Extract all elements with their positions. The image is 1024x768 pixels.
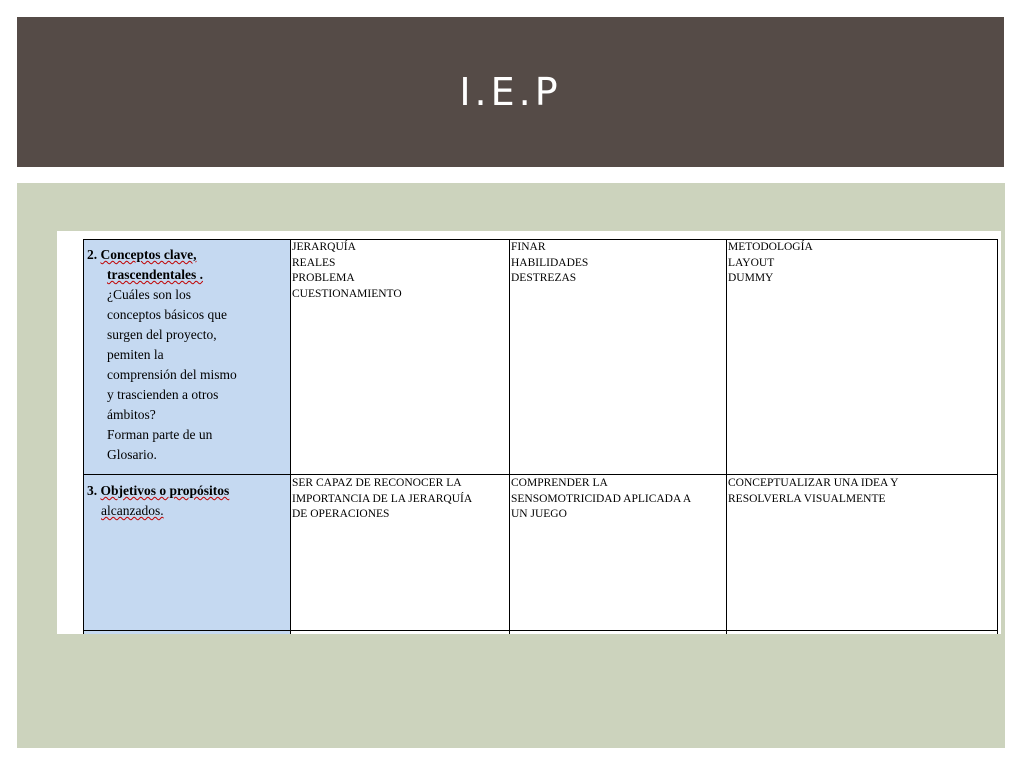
content-area — [17, 183, 1005, 748]
cell-line: METODOLOGÍA — [728, 241, 813, 253]
row3-col3-cell — [728, 476, 898, 507]
cell-line: LAYOUT — [728, 256, 775, 269]
cell-line: CUESTIONAMIENTO — [292, 287, 402, 300]
cell-line: SENSOMOTRICIDAD APLICADA A — [511, 492, 692, 505]
grid-line-middle — [83, 474, 997, 475]
cell-line: JERARQUÍA — [292, 241, 356, 253]
cell-line: UN JUEGO — [511, 508, 567, 520]
cell-line: DE OPERACIONES — [292, 508, 390, 520]
row2-col2-cell — [511, 240, 588, 287]
cell-line: RESOLVERLA VISUALMENTE — [728, 492, 886, 505]
cell-line: CONCEPTUALIZAR UNA IDEA Y — [728, 477, 899, 489]
cell-line: IMPORTANCIA DE LA JERARQUÍA — [292, 492, 473, 505]
grid-line-col3 — [726, 239, 727, 634]
cell-line: HABILIDADES — [511, 256, 589, 269]
cell-line: PROBLEMA — [292, 272, 355, 284]
row2-heading: Conceptos clave, — [100, 247, 197, 262]
slide-title: I.E.P — [459, 70, 562, 114]
title-bar — [17, 17, 1004, 167]
row2-number: 2. — [87, 247, 98, 262]
row2-question — [87, 245, 287, 465]
row2-col1-cell — [292, 240, 402, 302]
grid-line-col1 — [290, 239, 291, 634]
grid-line-col2 — [509, 239, 510, 634]
row3-question — [87, 481, 287, 521]
row2-q-line: Glosario. — [107, 447, 157, 462]
row3-heading: Objetivos o propósitos — [100, 483, 230, 498]
row2-q-line: y trascienden a otros — [107, 387, 219, 402]
grid-line-bottom — [83, 630, 997, 631]
cell-line: DESTREZAS — [511, 272, 577, 284]
row2-q-line: comprensión del mismo — [107, 367, 237, 382]
row2-q-line: Forman parte de un — [107, 427, 213, 442]
row2-col3-cell — [728, 240, 813, 287]
table-image — [57, 231, 1001, 634]
cell-line: DUMMY — [728, 272, 774, 284]
cell-line: SER CAPAZ DE RECONOCER LA — [292, 477, 462, 489]
row2-q-line: ¿Cuáles son los — [107, 287, 191, 302]
row3-heading-2: alcanzados. — [101, 503, 164, 518]
row2-q-line: ámbitos? — [107, 407, 156, 422]
grid-line-left — [83, 239, 84, 634]
cell-line: COMPRENDER LA — [511, 477, 608, 489]
row2-q-line: surgen del proyecto, — [107, 327, 217, 342]
cell-line: FINAR — [511, 241, 546, 253]
row3-col1-cell — [292, 476, 472, 523]
row3-col2-cell — [511, 476, 691, 523]
grid-line-right — [997, 239, 998, 634]
row2-heading-2: trascendentales . — [107, 267, 203, 282]
row2-q-line: conceptos básicos que — [107, 307, 227, 322]
row2-q-line: pemiten la — [107, 347, 164, 362]
cell-line: REALES — [292, 256, 336, 269]
row3-number: 3. — [87, 483, 98, 498]
